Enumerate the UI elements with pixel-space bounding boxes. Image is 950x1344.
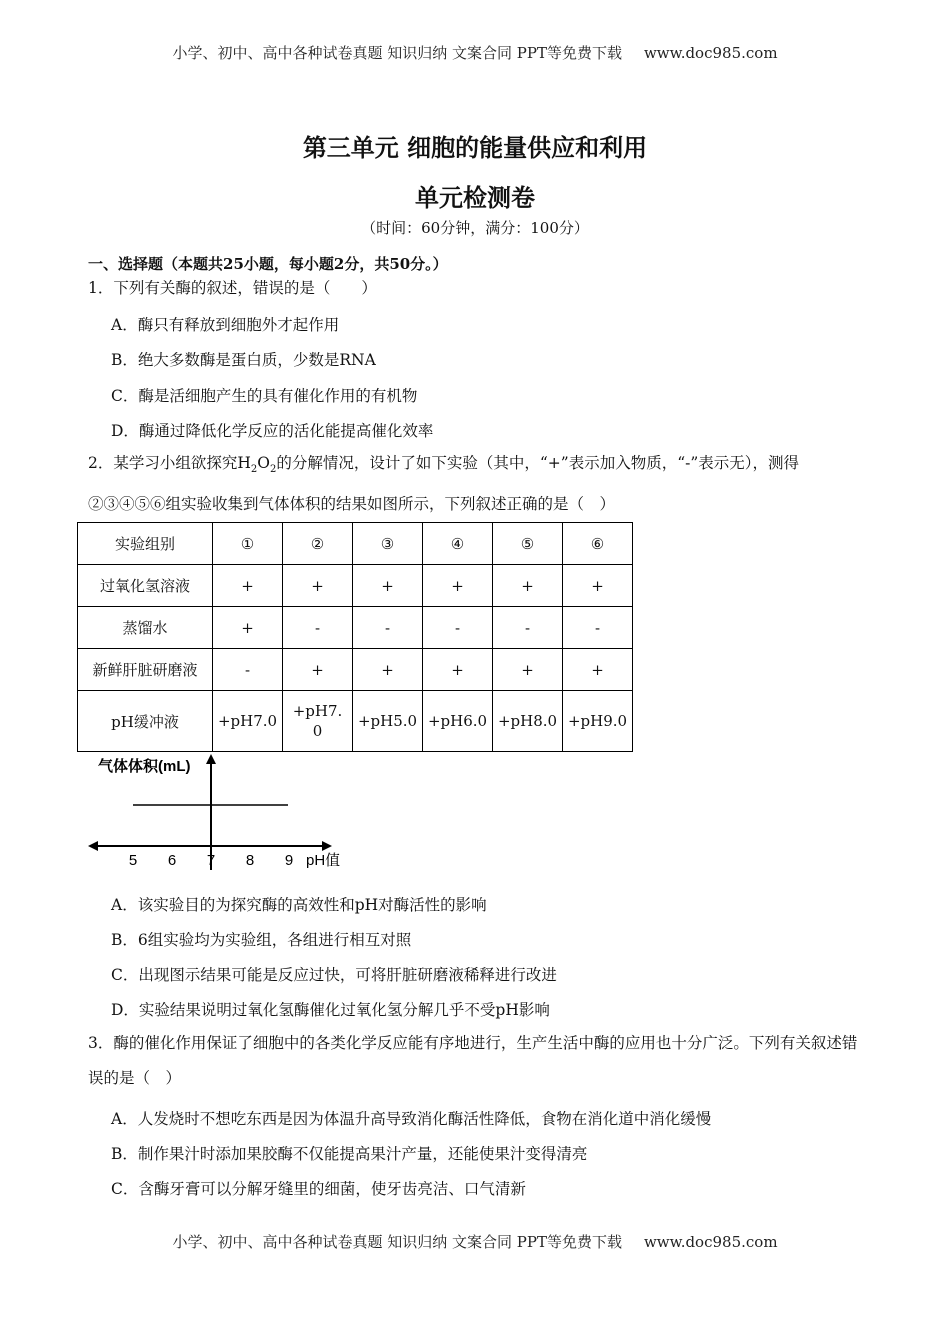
gas-volume-chart	[80, 752, 370, 874]
q3-option-c: C．含酶牙膏可以分解牙缝里的细菌，使牙齿亮洁、口气清新	[111, 1180, 526, 1198]
x-tick-label: 8	[245, 852, 255, 869]
q1-option-b: B．绝大多数酶是蛋白质，少数是RNA	[111, 351, 376, 369]
page-title: 第三单元 细胞的能量供应和利用	[302, 133, 648, 162]
section-heading: 一、选择题（本题共25小题，每小题2分，共50分。）	[88, 255, 448, 273]
table-row: pH缓冲液 +pH7.0 +pH7.0 +pH5.0 +pH6.0 +pH8.0 +pH9.0	[78, 691, 633, 752]
q2-option-d: D．实验结果说明过氧化氢酶催化过氧化氢分解几乎不受pH影响	[111, 1001, 550, 1019]
table-row: 蒸馏水 + - - - - -	[78, 607, 633, 649]
q3-option-a: A．人发烧时不想吃东西是因为体温升高导致消化酶活性降低，食物在消化道中消化缓慢	[111, 1110, 712, 1128]
x-axis-left-arrow	[88, 841, 98, 851]
experiment-table	[77, 522, 633, 752]
x-axis-right-arrow	[322, 841, 332, 851]
q2-option-c: C．出现图示结果可能是反应过快，可将肝脏研磨液稀释进行改进	[111, 966, 557, 984]
q1-option-c: C．酶是活细胞产生的具有催化作用的有机物	[111, 387, 418, 405]
question-3-stem: 3．酶的催化作用保证了细胞中的各类化学反应能有序地进行，生产生活中酶的应用也十分广泛。下列有关叙述错误的是（ ）	[88, 1034, 858, 1087]
y-axis-label: 气体体积(mL)	[98, 758, 191, 775]
x-tick-label: 7	[206, 852, 216, 869]
y-axis-arrow	[206, 754, 216, 764]
x-tick-labels	[129, 852, 293, 869]
x-axis-label: pH值	[306, 852, 341, 869]
question-2-stem: 2．某学习小组欲探究$H_2O_2$的分解情况，设计了如下实验（其中，“+”表示加入物质，“-”表示无），测得②③④⑤⑥组实验收集到气体体积的结果如图所示，下列叙述正确的是（ ）	[88, 454, 800, 514]
x-tick-label: 6	[167, 852, 177, 869]
x-tick-label: 5	[128, 852, 138, 869]
footer-url[interactable]: www.doc985.com	[643, 1233, 778, 1251]
question-1-stem: 1．下列有关酶的叙述，错误的是（ ）	[88, 279, 377, 297]
table-row: 过氧化氢溶液 + + + + + +	[78, 565, 633, 607]
q2-option-a: A．该实验目的为探究酶的高效性和pH对酶活性的影响	[111, 896, 487, 914]
header-url[interactable]: www.doc985.com	[643, 44, 778, 62]
x-tick-label: 9	[284, 852, 294, 869]
header-text: 小学、初中、高中各种试卷真题 知识归纳 文案合同 PPT等免费下载	[172, 44, 622, 62]
q3-option-b: B．制作果汁时添加果胶酶不仅能提高果汁产量，还能使果汁变得清亮	[111, 1145, 588, 1163]
time-info: （时间：60分钟，满分：100分）	[361, 219, 589, 237]
table-row: 新鲜肝脏研磨液 - + + + + +	[78, 649, 633, 691]
page-footer	[0, 1231, 950, 1252]
table-row: 实验组别 ① ② ③ ④ ⑤ ⑥	[78, 523, 633, 565]
q2-option-b: B．6组实验均为实验组，各组进行相互对照	[111, 931, 412, 949]
footer-text: 小学、初中、高中各种试卷真题 知识归纳 文案合同 PPT等免费下载	[172, 1233, 622, 1251]
q1-option-a: A．酶只有释放到细胞外才起作用	[111, 316, 340, 334]
page-subtitle: 单元检测卷	[415, 183, 535, 212]
page-header	[0, 42, 950, 63]
q1-option-d: D．酶通过降低化学反应的活化能提高催化效率	[111, 422, 434, 440]
